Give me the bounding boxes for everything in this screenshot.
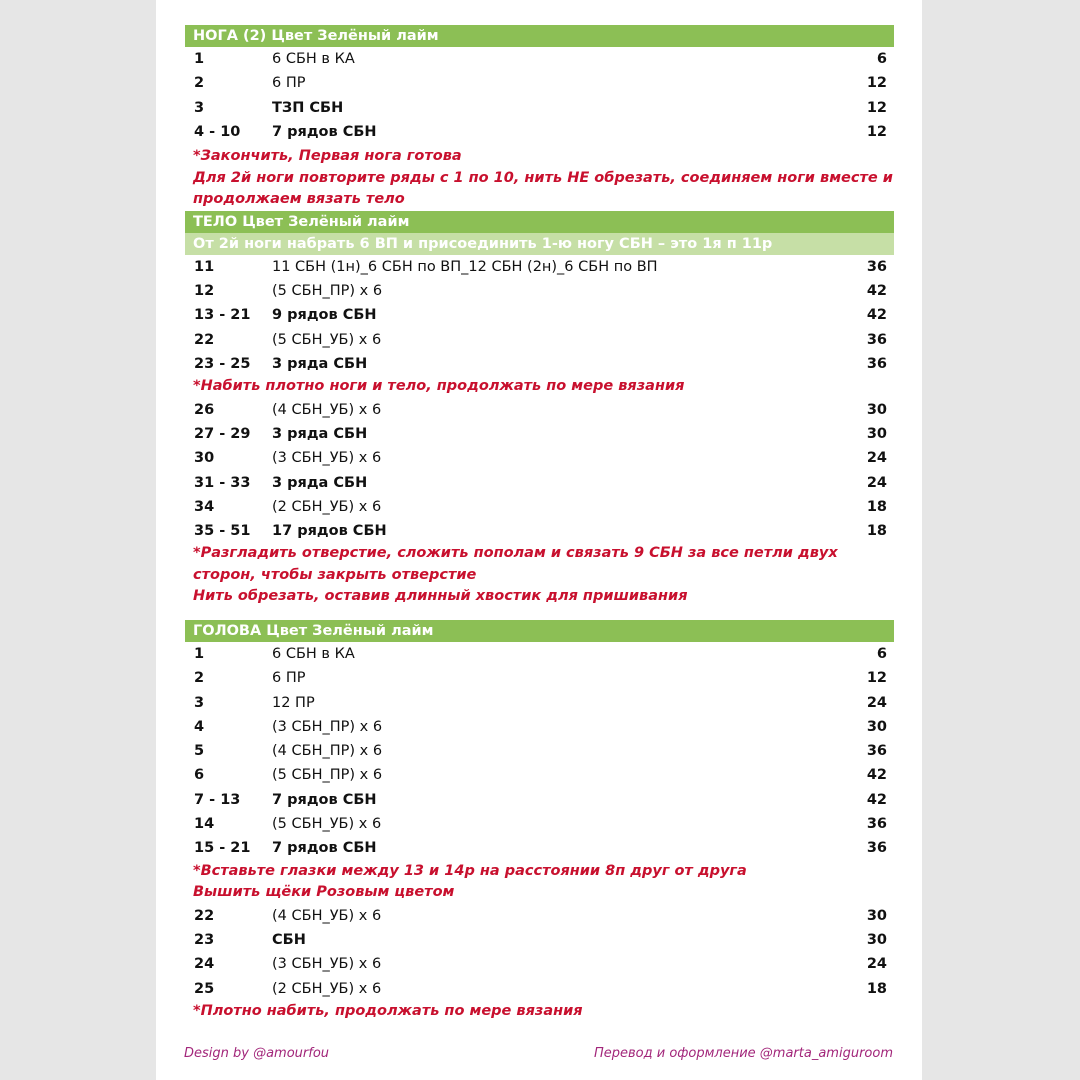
pattern-row — [185, 691, 894, 715]
stitch-count: 24 — [866, 694, 887, 711]
pattern-row — [185, 495, 894, 519]
row-instruction: (4 СБН_ПР) х 6 — [272, 743, 383, 760]
pattern-row — [185, 519, 894, 543]
pattern-row — [185, 904, 894, 928]
row-instruction: (5 СБН_ПР) х 6 — [272, 767, 383, 784]
stitch-count: 12 — [866, 99, 887, 116]
note: *Разгладить отверстие, сложить пополам и связать 9 СБН за все петли двух сторон, чтобы закрыть отверстие — [193, 545, 838, 583]
row-instruction: (2 СБН_УБ) х 6 — [272, 980, 382, 997]
pattern-row — [185, 279, 894, 303]
section-subheader-body: От 2й ноги набрать 6 ВП и присоединить 1-ю ногу СБН – это 1я п 11р — [185, 233, 894, 255]
pattern-row — [185, 120, 894, 144]
row-number: 13 - 21 — [194, 307, 251, 324]
note: *Плотно набить, продолжать по мере вязания — [193, 1002, 583, 1019]
stitch-count: 36 — [866, 743, 887, 760]
stitch-count: 12 — [866, 75, 887, 92]
stitch-count: 18 — [866, 523, 887, 540]
row-number: 26 — [194, 401, 215, 418]
pattern-row — [185, 952, 894, 976]
row-number: 22 — [194, 331, 215, 348]
stitch-count: 6 — [876, 645, 887, 662]
row-instruction: (4 СБН_УБ) х 6 — [272, 401, 382, 418]
pattern-row — [185, 471, 894, 495]
row-instruction: (3 СБН_ПР) х 6 — [272, 718, 383, 735]
stitch-count: 36 — [866, 355, 887, 372]
stitch-count: 24 — [866, 956, 887, 973]
pattern-row — [185, 812, 894, 836]
row-number: 3 — [194, 694, 205, 711]
pattern-row — [185, 398, 894, 422]
row-instruction: 7 рядов СБН — [272, 840, 377, 857]
row-number: 7 - 13 — [194, 791, 241, 808]
note: *Вставьте глазки между 13 и 14р на расстоянии 8п друг от друга — [193, 862, 747, 879]
row-number: 22 — [194, 907, 215, 924]
note: *Закончить, Первая нога готова — [193, 148, 462, 165]
stitch-count: 30 — [866, 907, 887, 924]
row-instruction: СБН — [272, 931, 306, 948]
stitch-count: 36 — [866, 840, 887, 857]
row-instruction: 6 СБН в КА — [272, 645, 355, 662]
pattern-row — [185, 715, 894, 739]
row-instruction: 9 рядов СБН — [272, 307, 377, 324]
section-header-head: ГОЛОВА Цвет Зелёный лайм — [185, 620, 894, 642]
row-number: 30 — [194, 450, 215, 467]
stitch-count: 30 — [866, 718, 887, 735]
row-number: 5 — [194, 743, 205, 760]
row-number: 23 - 25 — [194, 355, 251, 372]
stitch-count: 24 — [866, 450, 887, 467]
head-rows-1 — [185, 642, 894, 861]
pattern-row — [185, 739, 894, 763]
note: Вышить щёки Розовым цветом — [193, 884, 455, 901]
leg-rows — [185, 47, 894, 144]
row-number: 14 — [194, 816, 215, 833]
row-instruction: 6 ПР — [272, 670, 306, 687]
stitch-count: 42 — [866, 282, 887, 299]
row-instruction: 3 ряда СБН — [272, 355, 368, 372]
stitch-count: 24 — [866, 474, 887, 491]
note: *Набить плотно ноги и тело, продолжать по мере вязания — [193, 378, 685, 395]
pattern-row — [185, 303, 894, 327]
row-instruction: 6 СБН в КА — [272, 51, 355, 67]
row-instruction: 3 ряда СБН — [272, 474, 368, 491]
stitch-count: 18 — [866, 498, 887, 515]
pattern-row — [185, 96, 894, 120]
row-instruction: 7 рядов СБН — [272, 791, 377, 808]
pattern-row — [185, 47, 894, 71]
row-instruction: (2 СБН_УБ) х 6 — [272, 498, 382, 515]
row-number: 1 — [194, 645, 205, 662]
row-instruction: (3 СБН_УБ) х 6 — [272, 450, 382, 467]
row-instruction: (3 СБН_УБ) х 6 — [272, 956, 382, 973]
row-number: 11 — [194, 258, 215, 275]
row-instruction: ТЗП СБН — [272, 99, 344, 116]
row-instruction: (5 СБН_ПР) х 6 — [272, 282, 383, 299]
row-number: 2 — [194, 670, 205, 687]
row-number: 3 — [194, 99, 205, 116]
stitch-count: 18 — [866, 980, 887, 997]
body-rows-1 — [185, 255, 894, 376]
row-instruction: 11 СБН (1н)_6 СБН по ВП_12 СБН (2н)_6 СБН по ВП — [272, 258, 658, 275]
stitch-count: 42 — [866, 791, 887, 808]
row-instruction: (5 СБН_УБ) х 6 — [272, 331, 382, 348]
pattern-row — [185, 666, 894, 690]
stitch-count: 36 — [866, 816, 887, 833]
row-number: 34 — [194, 498, 215, 515]
stitch-count: 42 — [866, 307, 887, 324]
note: Нить обрезать, оставив длинный хвостик для пришивания — [193, 588, 688, 605]
pattern-row — [185, 71, 894, 95]
row-instruction: 17 рядов СБН — [272, 523, 387, 540]
row-number: 25 — [194, 980, 215, 997]
pattern-row — [185, 352, 894, 376]
pattern-row — [185, 836, 894, 860]
row-number: 12 — [194, 282, 215, 299]
row-number: 27 - 29 — [194, 425, 251, 442]
stitch-count: 42 — [866, 767, 887, 784]
pattern-row — [185, 255, 894, 279]
stitch-count: 36 — [866, 258, 887, 275]
row-number: 35 - 51 — [194, 523, 251, 540]
row-instruction: (4 СБН_УБ) х 6 — [272, 907, 382, 924]
footer-design-credit: Design by @amourfou — [184, 1046, 330, 1061]
pattern-content — [185, 25, 894, 1022]
pattern-row — [185, 788, 894, 812]
row-number: 2 — [194, 75, 205, 92]
body-rows-2 — [185, 398, 894, 544]
row-number: 4 - 10 — [194, 123, 241, 140]
row-number: 24 — [194, 956, 215, 973]
row-number: 6 — [194, 767, 205, 784]
note: Для 2й ноги повторите ряды с 1 по 10, нить НЕ обрезать, соединяем ноги вместе и продолжаем вязать тело — [193, 169, 893, 208]
stitch-count: 12 — [866, 123, 887, 140]
row-instruction: 3 ряда СБН — [272, 425, 368, 442]
row-instruction: 6 ПР — [272, 75, 306, 92]
stitch-count: 6 — [876, 51, 887, 67]
row-instruction: 7 рядов СБН — [272, 123, 377, 140]
row-number: 1 — [194, 51, 205, 67]
row-instruction: 12 ПР — [272, 694, 315, 711]
section-header-body: ТЕЛО Цвет Зелёный лайм — [185, 211, 894, 233]
row-number: 23 — [194, 931, 215, 948]
row-number: 4 — [194, 718, 205, 735]
stitch-count: 30 — [866, 931, 887, 948]
pattern-row — [185, 928, 894, 952]
head-rows-2 — [185, 904, 894, 1001]
section-header-leg: НОГА (2) Цвет Зелёный лайм — [185, 25, 894, 47]
pattern-row — [185, 328, 894, 352]
stitch-count: 30 — [866, 401, 887, 418]
pattern-row — [185, 446, 894, 470]
pattern-row — [185, 642, 894, 666]
pattern-row — [185, 422, 894, 446]
row-number: 15 - 21 — [194, 840, 251, 857]
stitch-count: 30 — [866, 425, 887, 442]
stitch-count: 12 — [866, 670, 887, 687]
pattern-row — [185, 763, 894, 787]
row-instruction: (5 СБН_УБ) х 6 — [272, 816, 382, 833]
footer-translation-credit: Перевод и оформление @marta_amiguroom — [594, 1046, 893, 1061]
row-number: 31 - 33 — [194, 474, 251, 491]
pattern-row — [185, 977, 894, 1001]
stitch-count: 36 — [866, 331, 887, 348]
